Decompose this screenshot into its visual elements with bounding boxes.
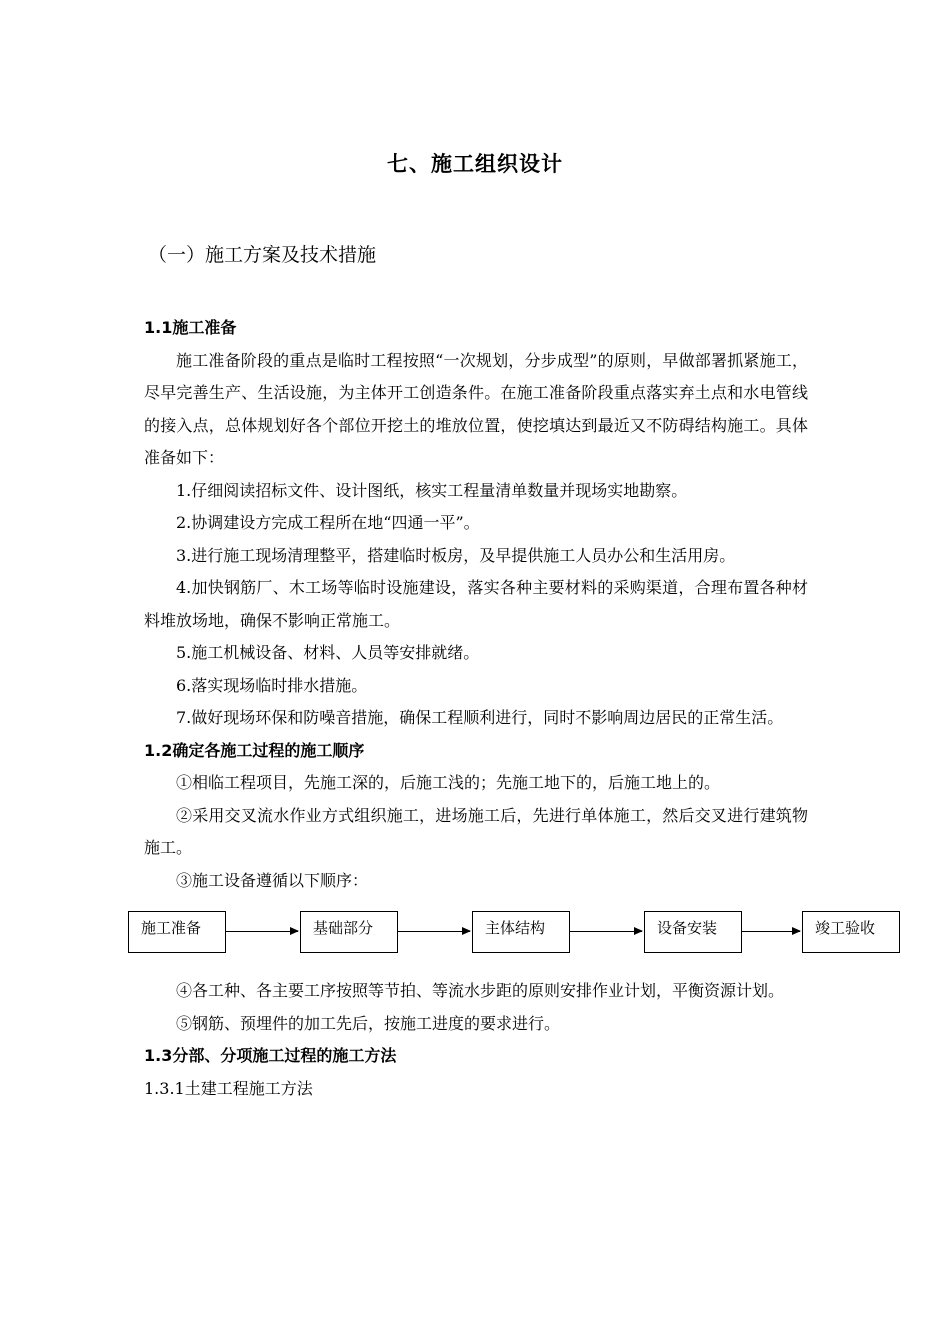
paragraph-intro: 施工准备阶段的重点是临时工程按照“一次规划，分步成型”的原则，早做部署抓紧施工，尽早完善生产、生活设施，为主体开工创造条件。在施工准备阶段重点落实弃土点和水电管线的接入点，总体规划好各个部位开挖土的堆放位置，使挖填达到最近又不防碍结构施工。具体准备如下： [144, 350, 808, 467]
flow-arrow [570, 931, 642, 932]
list-item: 3.进行施工现场清理整平，搭建临时板房，及早提供施工人员办公和生活用房。 [176, 545, 736, 565]
list-item: ⑤钢筋、预埋件的加工先后，按施工进度的要求进行。 [176, 1013, 561, 1033]
heading-1-3: 1.3分部、分项施工过程的施工方法 [144, 1046, 397, 1065]
list-item: 5.施工机械设备、材料、人员等安排就绪。 [176, 643, 480, 662]
sequence-flowchart [128, 897, 908, 975]
flow-step-box: 主体结构 [472, 911, 570, 953]
flow-step-box: 基础部分 [300, 911, 398, 953]
section-heading: （一）施工方案及技术措施 [148, 244, 377, 266]
list-item: ②采用交叉流水作业方式组织施工，进场施工后，先进行单体施工，然后交叉进行建筑物施工。 [144, 805, 808, 857]
flow-step-box: 施工准备 [128, 911, 226, 953]
heading-1-2: 1.2确定各施工过程的施工顺序 [144, 740, 365, 760]
list-item: 2.协调建设方完成工程所在地“四通一平”。 [176, 513, 480, 532]
list-item: 1.仔细阅读招标文件、设计图纸，核实工程量清单数量并现场实地勘察。 [176, 480, 688, 500]
list-item: ①相临工程项目，先施工深的，后施工浅的；先施工地下的，后施工地上的。 [176, 773, 721, 792]
list-item: ③施工设备遵循以下顺序： [176, 870, 369, 890]
flow-arrow [742, 931, 800, 932]
heading-1-3-1: 1.3.1土建工程施工方法 [144, 1078, 313, 1098]
document-body [141, 312, 876, 1105]
flow-step-box: 设备安装 [644, 911, 742, 953]
flow-arrow [398, 931, 470, 932]
document-title: 七、施工组织设计 [387, 152, 563, 176]
list-item: 4.加快钢筋厂、木工场等临时设施建设，落实各种主要材料的采购渠道，合理布置各种材料堆放场地，确保不影响正常施工。 [144, 578, 808, 630]
flow-step-box: 竣工验收 [802, 911, 900, 953]
list-item: 6.落实现场临时排水措施。 [176, 675, 368, 695]
list-item: ④各工种、各主要工序按照等节拍、等流水步距的原则安排作业计划，平衡资源计划。 [176, 981, 785, 1000]
list-item: 7.做好现场环保和防噪音措施，确保工程顺利进行，同时不影响周边居民的正常生活。 [176, 708, 784, 727]
heading-1-1: 1.1施工准备 [144, 318, 237, 337]
flow-arrow [226, 931, 298, 932]
